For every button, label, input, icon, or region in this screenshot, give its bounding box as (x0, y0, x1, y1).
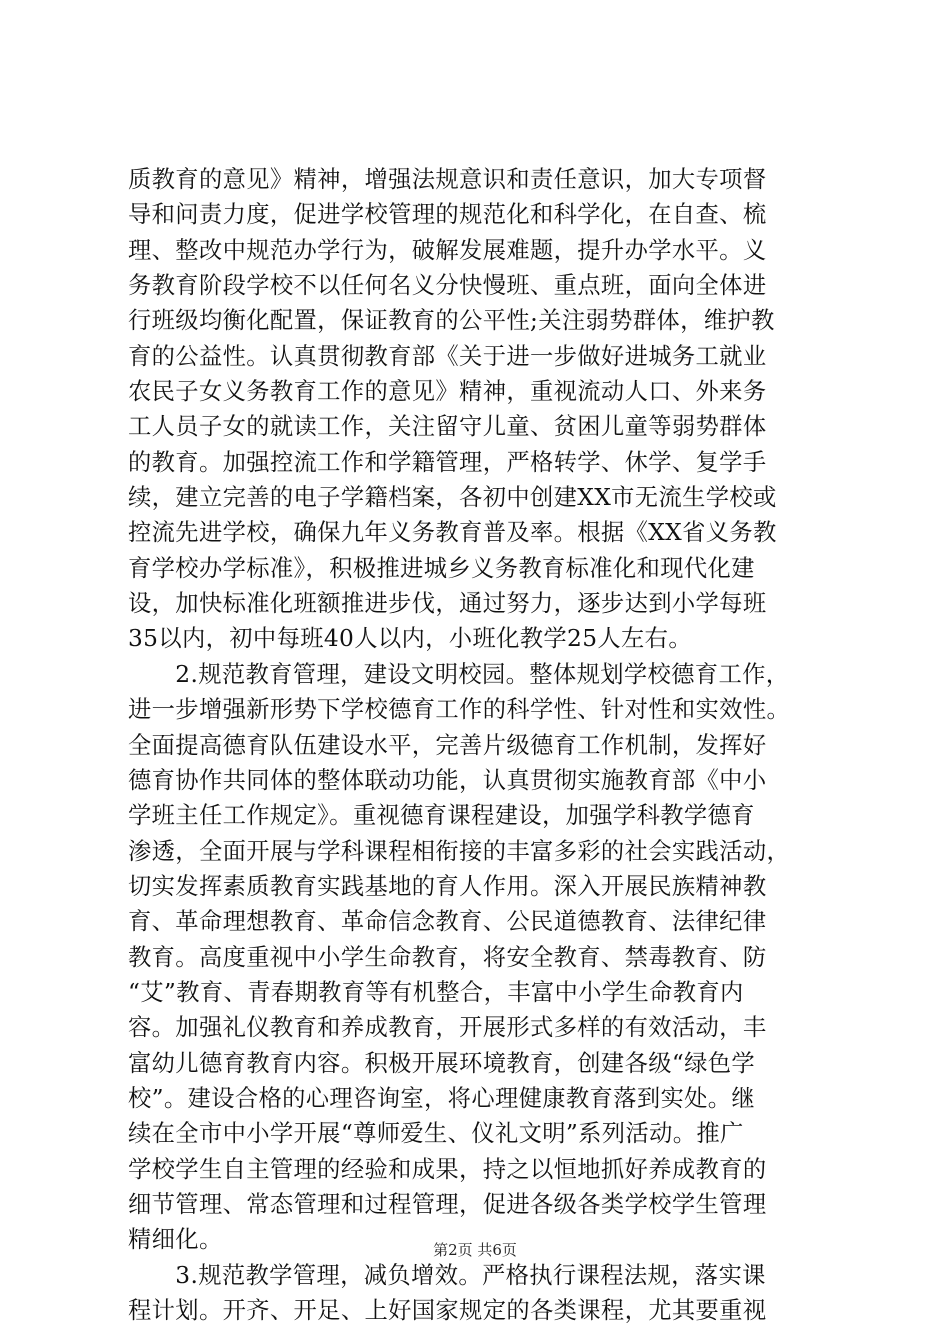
text-line: 农民子女义务教育工作的意见》精神，重视流动人口、外来务 (128, 378, 767, 406)
text-line: 程计划。开齐、开足、上好国家规定的各类课程，尤其要重视 (128, 1297, 767, 1324)
text-line: 学校学生自主管理的经验和成果，持之以恒地抓好养成教育的 (128, 1155, 767, 1183)
text-line: “艾”教育、青春期教育等有机整合，丰富中小学生命教育内 (128, 978, 744, 1006)
text-line: 教育。高度重视中小学生命教育，将安全教育、禁毒教育、防 (128, 943, 767, 971)
text-line: 2.规范教育管理，建设文明校园。整体规划学校德育工作， (128, 660, 790, 688)
text-line: 3.规范教学管理，减负增效。严格执行课程法规，落实课 (128, 1261, 766, 1289)
text-line: 渗透，全面开展与学科课程相衔接的丰富多彩的社会实践活动， (128, 837, 791, 865)
text-line: 育的公益性。认真贯彻教育部《关于进一步做好进城务工就业 (128, 342, 767, 370)
text-line: 续在全市中小学开展“尊师爱生、仪礼文明”系列活动。推广 (128, 1120, 744, 1148)
text-line: 质教育的意见》精神，增强法规意识和责任意识，加大专项督 (128, 166, 767, 193)
text-line: 进一步增强新形势下学校德育工作的科学性、针对性和实效性。 (128, 696, 791, 724)
text-line: 细节管理、常态管理和过程管理，促进各级各类学校学生管理 (128, 1190, 767, 1218)
page-footer: 第2页 共6页 (433, 1241, 517, 1259)
text-line: 导和问责力度，促进学校管理的规范化和科学化，在自查、梳 (128, 201, 767, 229)
text-line: 务教育阶段学校不以任何名义分快慢班、重点班，面向全体进 (128, 272, 767, 300)
text-line: 学班主任工作规定》。重视德育课程建设，加强学科教学德育 (128, 802, 755, 830)
text-line: 育、革命理想教育、革命信念教育、公民道德教育、法律纪律 (128, 908, 767, 936)
text-line: 育学校办学标准》，积极推进城乡义务教育标准化和现代化建 (128, 554, 755, 582)
text-line: 续，建立完善的电子学籍档案，各初中创建XX市无流生学校或 (128, 484, 777, 512)
text-line: 设，加快标准化班额推进步伐，通过努力，逐步达到小学每班 (128, 590, 767, 618)
text-line: 切实发挥素质教育实践基地的育人作用。深入开展民族精神教 (128, 872, 767, 900)
text-line: 容。加强礼仪教育和养成教育，开展形式多样的有效活动，丰 (128, 1014, 767, 1042)
text-line: 全面提高德育队伍建设水平，完善片级德育工作机制，发挥好 (128, 731, 767, 759)
text-line: 精细化。 (128, 1226, 223, 1254)
text-line: 的教育。加强控流工作和学籍管理，严格转学、休学、复学手 (128, 448, 767, 476)
text-line: 行班级均衡化配置，保证教育的公平性;关注弱势群体，维护教 (128, 307, 775, 335)
text-line: 35以内，初中每班40人以内，小班化教学25人左右。 (128, 625, 692, 653)
text-line: 富幼儿德育教育内容。积极开展环境教育，创建各级“绿色学 (128, 1049, 756, 1077)
body-text (128, 162, 828, 1328)
text-line: 德育协作共同体的整体联动功能，认真贯彻实施教育部《中小 (128, 766, 767, 794)
text-line: 控流先进学校，确保九年义务教育普及率。根据《XX省义务教 (128, 519, 777, 547)
text-line: 工人员子女的就读工作，关注留守儿童、贫困儿童等弱势群体 (128, 413, 767, 441)
text-line: 理、整改中规范办学行为，破解发展难题，提升办学水平。义 (128, 236, 767, 264)
text-line: 校”。建设合格的心理咨询室，将心理健康教育落到实处。继 (128, 1084, 756, 1112)
